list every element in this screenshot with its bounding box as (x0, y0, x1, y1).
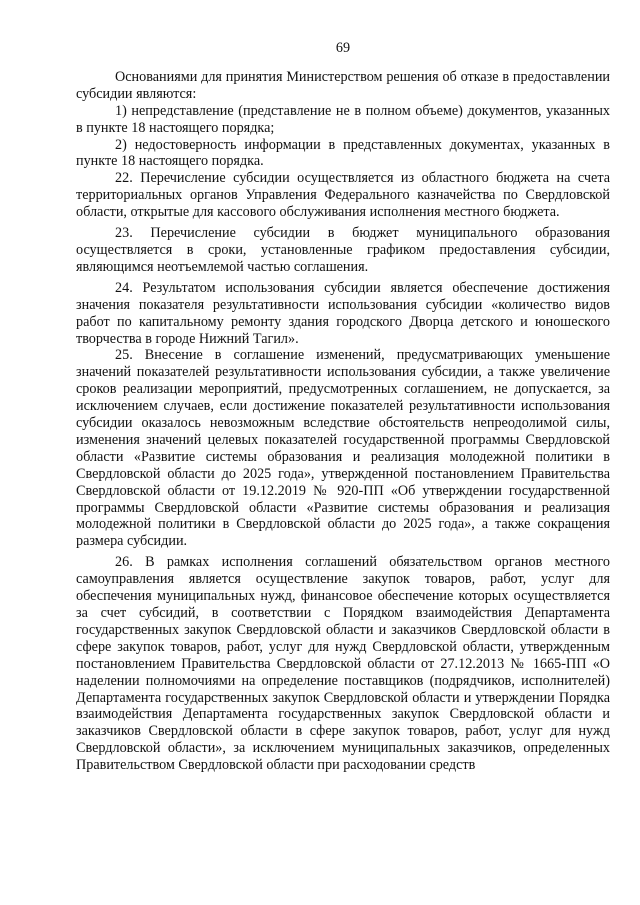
list-item: 1) непредставление (представление не в полном объеме) документов, указанных в пункте 18 настоящего порядка; (76, 102, 610, 136)
paragraph-26: 26. В рамках исполнения соглашений обязательством органов местного самоуправления является осуществление закупок товаров, работ, услуг для обеспечения муниципальных нужд, финансовое обеспечение которых осуществляется за счет субсидий, в соответствии с Порядком взаимодействия Департамента государственных закупок Свердловской области и заказчиков Свердловской области в сфере закупок товаров, работ, услуг для нужд Свердловской области, утвержденным постановлением Правительства Свердловской области от 27.12.2013 № 1665-ПП «О наделении полномочиями на определение поставщиков (подрядчиков, исполнителей) Департамента государственных закупок Свердловской области и утверждении Порядка взаимодействия Департамента государственных закупок Свердловской области и заказчиков Свердловской области в сфере закупок товаров, работ, услуг для нужд Свердловской области», за исключением муниципальных заказчиков, определенных Правительством Свердловской области при расходовании средств (76, 554, 610, 774)
list-item: 2) недостоверность информации в представленных документах, указанных в пункте 18 настоящего порядка. (76, 136, 610, 170)
paragraph-24: 24. Результатом использования субсидии является обеспечение достижения значения показателя результативности использования субсидии «количество видов работ по капитальному ремонту здания городского Дворца детского и юношеского творчества в городе Нижний Тагил». (76, 279, 610, 347)
paragraph-25: 25. Внесение в соглашение изменений, предусматривающих уменьшение значений показателей результативности использования субсидии, а также увеличение сроков реализации мероприятий, предусмотренных соглашением, не допускается, за исключением случаев, если достижение показателей результативности использования субсидии оказалось невозможным вследствие обстоятельств непреодолимой силы, изменения значений целевых показателей государственной программы Свердловской области «Развитие системы образования и реализация молодежной политики в Свердловской области до 2025 года», утвержденной постановлением Правительства Свердловской области от 19.12.2019 № 920-ПП «Об утверждении государственной программы Свердловской области «Развитие системы образования и реализация молодежной политики в Свердловской области до 2025 года», а также сокращения размера субсидии. (76, 347, 610, 550)
page-number: 69 (335, 40, 351, 56)
paragraph-22: 22. Перечисление субсидии осуществляется из областного бюджета на счета территориальных органов Управления Федерального казначейства по Свердловской области, открытые для кассового обслуживания исполнения местного бюджета. (76, 170, 610, 221)
intro-paragraph: Основаниями для принятия Министерством решения об отказе в предоставлении субсидии являются: (76, 68, 610, 102)
paragraph-23: 23. Перечисление субсидии в бюджет муниципального образования осуществляется в сроки, установленные графиком предоставления субсидии, являющимся неотъемлемой частью соглашения. (76, 225, 610, 275)
document-page (76, 40, 610, 774)
